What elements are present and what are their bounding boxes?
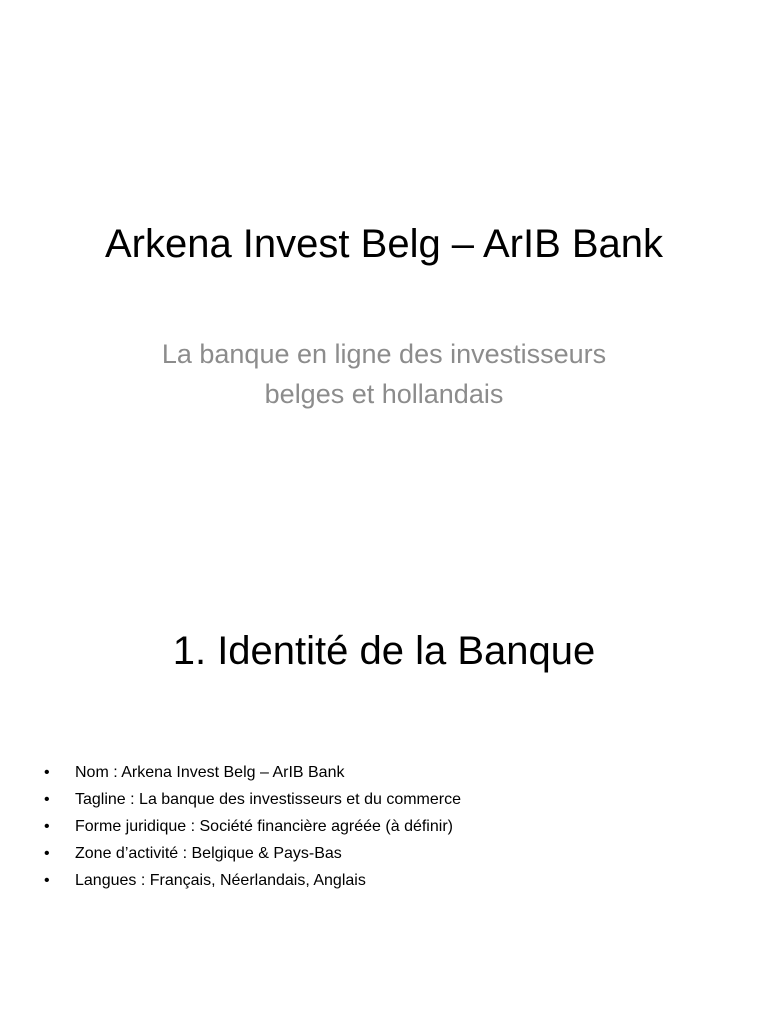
list-item-text: Tagline : La banque des investisseurs et du commerce <box>75 791 461 808</box>
list-item-activity-zone <box>44 840 724 867</box>
bullet-list <box>44 759 724 894</box>
bullet-icon: • <box>44 818 50 835</box>
bullet-icon: • <box>44 764 50 781</box>
subtitle-line: La banque en ligne des investisseurs <box>161 339 607 369</box>
list-item-legal-form <box>44 813 724 840</box>
list-item-text: Zone d’activité : Belgique & Pays-Bas <box>75 845 342 862</box>
subtitle-line: belges et hollandais <box>264 379 504 409</box>
bullet-icon: • <box>44 791 50 808</box>
list-item-text: Langues : Français, Néerlandais, Anglais <box>75 872 366 889</box>
page-title: Arkena Invest Belg – ArIB Bank <box>104 222 664 266</box>
list-item-text: Forme juridique : Société financière agréée (à définir) <box>75 818 453 835</box>
subtitle <box>84 334 684 414</box>
bullet-icon: • <box>44 845 50 862</box>
section-heading: 1. Identité de la Banque <box>172 629 596 673</box>
list-item-name <box>44 759 724 786</box>
list-item-tagline <box>44 786 724 813</box>
list-item-text: Nom : Arkena Invest Belg – ArIB Bank <box>75 764 345 781</box>
list-item-languages <box>44 867 724 894</box>
bullet-icon: • <box>44 872 50 889</box>
